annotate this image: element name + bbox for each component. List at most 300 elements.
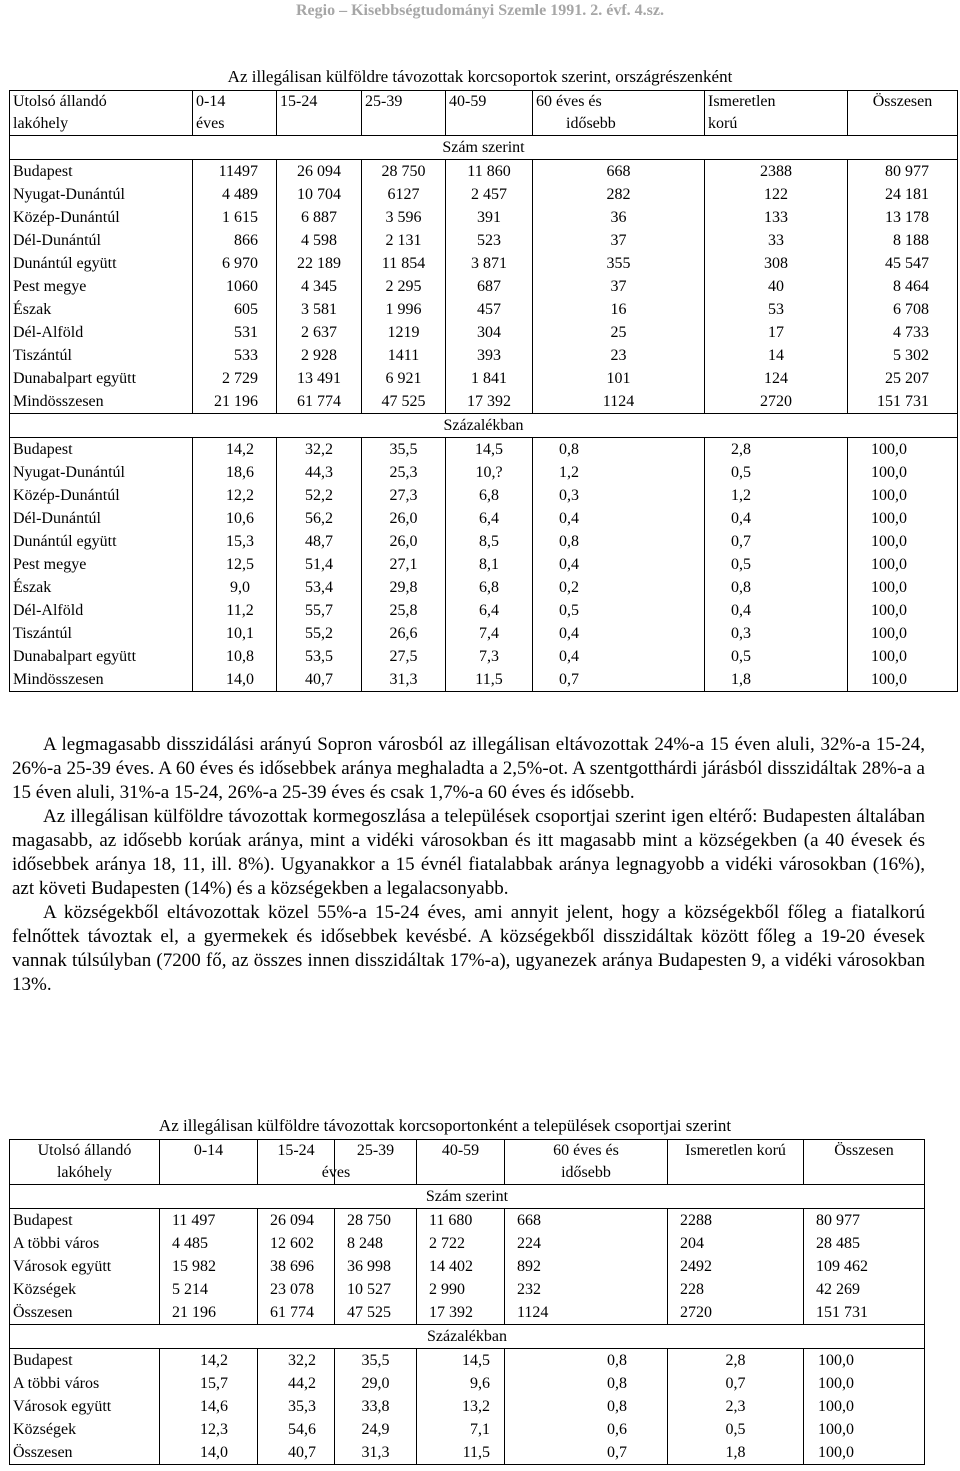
table-cell: 100,0: [804, 1349, 925, 1373]
table-cell: 0,4: [705, 599, 848, 622]
t2-header-unknown-age: Ismeretlen korú: [668, 1140, 804, 1185]
table1-pct-body: [10, 438, 958, 692]
table-cell: 13,2: [417, 1395, 505, 1418]
table-cell: 687: [446, 275, 533, 298]
table-cell: 2388: [705, 160, 848, 184]
table-cell: 2492: [668, 1255, 804, 1278]
table-cell: 0,8: [533, 530, 705, 553]
table-cell: 7,3: [446, 645, 533, 668]
table-cell: 2 457: [446, 183, 533, 206]
table-cell: 11,5: [446, 668, 533, 692]
header-60-plus: [533, 91, 705, 136]
table-cell: 51,4: [277, 553, 362, 576]
table-cell: 14: [705, 344, 848, 367]
row-label: Dunántúl együtt: [10, 530, 193, 553]
paragraph-3: A községekből eltávozottak közel 55%-a 15-24 éves, ami annyit jelent, hogy a községekből főleg a fiatalkorú felnőttek távoztak el, a gyermekek és idősebbek kevésbé. A községekből disszidáltak között főleg a 19-20 évesek vannak túlsúlyban (7200 fő, az összes innen disszidáltak 17%-a), ugyanezek aránya Budapesten 9, a vidéki városokban 13%.: [12, 902, 925, 995]
header-unknown-1: Ismeretlen: [708, 93, 776, 110]
table-cell: 100,0: [804, 1372, 925, 1395]
table-row: [10, 438, 958, 462]
header-25-39: 25-39: [362, 91, 446, 136]
table-cell: 25 207: [848, 367, 958, 390]
table-row: [10, 1395, 925, 1418]
table-cell: 4 733: [848, 321, 958, 344]
table-cell: 1060: [193, 275, 277, 298]
table-cell: 8 248: [335, 1232, 417, 1255]
table-cell: 45 547: [848, 252, 958, 275]
table-row: [10, 461, 958, 484]
table-cell: 14,2: [160, 1349, 258, 1373]
table-cell: 12,2: [193, 484, 277, 507]
table-row: [10, 1232, 925, 1255]
table-cell: 304: [446, 321, 533, 344]
table-cell: 11,5: [417, 1441, 505, 1465]
table-cell: 54,6: [258, 1418, 335, 1441]
table-cell: 15,3: [193, 530, 277, 553]
table-cell: 26,0: [362, 507, 446, 530]
table-cell: 6,8: [446, 576, 533, 599]
table-cell: 0,3: [533, 484, 705, 507]
header-0-14-2: éves: [196, 115, 225, 132]
table-cell: 5 302: [848, 344, 958, 367]
table-cell: 0,5: [533, 599, 705, 622]
table-cell: 17 392: [446, 390, 533, 414]
header-60-plus-1: 60 éves és: [536, 93, 602, 110]
table-cell: 2 637: [277, 321, 362, 344]
table-cell: 11 860: [446, 160, 533, 184]
t2-header-place-1: Utolsó állandó: [37, 1142, 132, 1159]
table-cell: 2,3: [668, 1395, 804, 1418]
table-cell: 33: [705, 229, 848, 252]
table-cell: 26 094: [277, 160, 362, 184]
table-cell: 21 196: [160, 1301, 258, 1325]
table-row: [10, 367, 958, 390]
table-cell: 8 188: [848, 229, 958, 252]
header-place: [10, 91, 193, 136]
table2-section-count: Szám szerint: [10, 1185, 925, 1209]
row-label: Városok együtt: [10, 1255, 160, 1278]
row-label: Nyugat-Dunántúl: [10, 183, 193, 206]
table-cell: 6,4: [446, 599, 533, 622]
table-cell: 668: [505, 1209, 668, 1233]
header-place-2: lakóhely: [13, 115, 69, 132]
table-cell: 0,2: [533, 576, 705, 599]
table-cell: 10,8: [193, 645, 277, 668]
table-cell: 0,4: [705, 507, 848, 530]
table-cell: 29,8: [362, 576, 446, 599]
row-label: Dunántúl együtt: [10, 252, 193, 275]
row-label: Összesen: [10, 1441, 160, 1465]
table-cell: 0,8: [505, 1372, 668, 1395]
t2-header-15-24-label: 15-24: [277, 1142, 315, 1159]
table-row: [10, 484, 958, 507]
table-cell: 44,2: [258, 1372, 335, 1395]
table-row: [10, 576, 958, 599]
row-label: Dél-Alföld: [10, 321, 193, 344]
table-cell: 6127: [362, 183, 446, 206]
table-cell: 533: [193, 344, 277, 367]
table-cell: 40,7: [277, 668, 362, 692]
table1-section-count: Szám szerint: [10, 136, 958, 160]
table-row: [10, 530, 958, 553]
t2-header-15-24: [258, 1140, 351, 1185]
t2-header-total: Összesen: [804, 1140, 925, 1185]
table-cell: 1 996: [362, 298, 446, 321]
table-cell: 100,0: [848, 461, 958, 484]
table-cell: 12,3: [160, 1418, 258, 1441]
table-cell: 308: [705, 252, 848, 275]
table-row: [10, 668, 958, 692]
table-cell: 80 977: [804, 1209, 925, 1233]
table-cell: 6 921: [362, 367, 446, 390]
table-cell: 11 497: [160, 1209, 258, 1233]
table-cell: 0,5: [668, 1418, 804, 1441]
table-cell: 56,2: [277, 507, 362, 530]
table-cell: 28 750: [335, 1209, 417, 1233]
table-cell: 25,3: [362, 461, 446, 484]
table-cell: 2,8: [705, 438, 848, 462]
table-cell: 37: [533, 275, 705, 298]
table-cell: 55,7: [277, 599, 362, 622]
t2-header-place-2: lakóhely: [56, 1164, 113, 1181]
table-cell: 26,6: [362, 622, 446, 645]
table-cell: 47 525: [362, 390, 446, 414]
table-cell: 4 489: [193, 183, 277, 206]
table-row: [10, 1255, 925, 1278]
table-cell: 100,0: [848, 507, 958, 530]
table-row: [10, 275, 958, 298]
table-cell: 15,7: [160, 1372, 258, 1395]
table-row: [10, 645, 958, 668]
table-cell: 6 970: [193, 252, 277, 275]
table-cell: 100,0: [804, 1441, 925, 1465]
table-cell: 100,0: [848, 530, 958, 553]
table-cell: 100,0: [848, 622, 958, 645]
table-cell: 27,3: [362, 484, 446, 507]
table-cell: 25: [533, 321, 705, 344]
header-0-14-1: 0-14: [196, 93, 226, 110]
row-label: Városok együtt: [10, 1395, 160, 1418]
t2-header-place: [10, 1140, 160, 1185]
table1-header-row: [10, 91, 958, 136]
table-cell: 11,2: [193, 599, 277, 622]
header-total: Összesen: [848, 91, 958, 136]
table-cell: 2,8: [668, 1349, 804, 1373]
table-cell: 2 990: [417, 1278, 505, 1301]
table-cell: 15 982: [160, 1255, 258, 1278]
table-cell: 133: [705, 206, 848, 229]
table-cell: 100,0: [848, 599, 958, 622]
row-label: Községek: [10, 1418, 160, 1441]
table-cell: 1 841: [446, 367, 533, 390]
table-cell: 47 525: [335, 1301, 417, 1325]
table-cell: 3 596: [362, 206, 446, 229]
table-cell: 1 615: [193, 206, 277, 229]
table-cell: 2 722: [417, 1232, 505, 1255]
table-cell: 31,3: [335, 1441, 417, 1465]
header-unknown-2: korú: [708, 115, 738, 132]
table-cell: 48,7: [277, 530, 362, 553]
t2-header-60-plus-1: 60 éves és: [553, 1142, 619, 1159]
table-cell: 2 928: [277, 344, 362, 367]
table-cell: 61 774: [258, 1301, 335, 1325]
table-cell: 33,8: [335, 1395, 417, 1418]
row-label: A többi város: [10, 1232, 160, 1255]
table-cell: 100,0: [804, 1395, 925, 1418]
table-cell: 866: [193, 229, 277, 252]
table-cell: 0,7: [505, 1441, 668, 1465]
table-cell: 37: [533, 229, 705, 252]
table-cell: 2 295: [362, 275, 446, 298]
row-label: Budapest: [10, 160, 193, 184]
table-row: [10, 252, 958, 275]
table-cell: 38 696: [258, 1255, 335, 1278]
table-row: [10, 183, 958, 206]
table-cell: 40: [705, 275, 848, 298]
t2-header-40-59: 40-59: [417, 1140, 505, 1185]
table-cell: 668: [533, 160, 705, 184]
row-label: Észak: [10, 298, 193, 321]
table-cell: 4 485: [160, 1232, 258, 1255]
table-cell: 0,5: [705, 553, 848, 576]
table-cell: 3 871: [446, 252, 533, 275]
table2-count-body: [10, 1209, 925, 1325]
table-cell: 4 598: [277, 229, 362, 252]
header-15-24: 15-24: [277, 91, 362, 136]
table-cell: 23: [533, 344, 705, 367]
table-cell: 0,4: [533, 645, 705, 668]
row-label: Dél-Alföld: [10, 599, 193, 622]
table-row: [10, 1209, 925, 1233]
table-cell: 10,?: [446, 461, 533, 484]
table-row: [10, 1349, 925, 1373]
table-row: [10, 1278, 925, 1301]
row-label: Budapest: [10, 438, 193, 462]
table-cell: 10,6: [193, 507, 277, 530]
paragraph-1: A legmagasabb disszidálási arányú Sopron városból az illegálisan eltávozottak 24%-a 15 éven aluli, 32%-a 15-24, 26%-a 25-39 éves. A 60 éves és idősebbek aránya meghaladta a 2,5%-ot. A szentgotthárdi járásból disszidáltak 28%-a a 15 éven aluli, 31%-a 15-24, 26%-a 25-39 éves és csak 1,7%-a 60 éves és idősebb.: [12, 734, 925, 803]
table-cell: 21 196: [193, 390, 277, 414]
table-cell: 13 178: [848, 206, 958, 229]
table-cell: 14,5: [417, 1349, 505, 1373]
table-cell: 14,5: [446, 438, 533, 462]
table-cell: 355: [533, 252, 705, 275]
table-cell: 0,7: [705, 530, 848, 553]
table-cell: 2720: [668, 1301, 804, 1325]
table-cell: 53,4: [277, 576, 362, 599]
table-cell: 26 094: [258, 1209, 335, 1233]
row-label: Közép-Dunántúl: [10, 484, 193, 507]
table-cell: 7,4: [446, 622, 533, 645]
table-cell: 8,1: [446, 553, 533, 576]
table1-section-pct: Százalékban: [10, 414, 958, 438]
row-label: Tiszántúl: [10, 344, 193, 367]
table-cell: 124: [705, 367, 848, 390]
table-cell: 24,9: [335, 1418, 417, 1441]
table-cell: 5 214: [160, 1278, 258, 1301]
table-cell: 0,8: [505, 1395, 668, 1418]
table-cell: 53: [705, 298, 848, 321]
row-label: Községek: [10, 1278, 160, 1301]
row-label: Mindösszesen: [10, 390, 193, 414]
table-row: [10, 321, 958, 344]
table-cell: 6,4: [446, 507, 533, 530]
table-cell: 100,0: [848, 668, 958, 692]
table-row: [10, 553, 958, 576]
table1-count-body: [10, 160, 958, 414]
t2-header-60-plus: [505, 1140, 668, 1185]
row-label: Tiszántúl: [10, 622, 193, 645]
table2: [9, 1139, 925, 1465]
table-cell: 22 189: [277, 252, 362, 275]
table-cell: 12 602: [258, 1232, 335, 1255]
table-cell: 2 729: [193, 367, 277, 390]
table-cell: 52,2: [277, 484, 362, 507]
table-cell: 100,0: [848, 645, 958, 668]
table-cell: 0,6: [505, 1418, 668, 1441]
row-label: Dél-Dunántúl: [10, 507, 193, 530]
table-cell: 14,6: [160, 1395, 258, 1418]
table-cell: 1,8: [705, 668, 848, 692]
table-cell: 8,5: [446, 530, 533, 553]
table-cell: 42 269: [804, 1278, 925, 1301]
table-cell: 100,0: [848, 438, 958, 462]
row-label: Közép-Dunántúl: [10, 206, 193, 229]
table-cell: 35,3: [258, 1395, 335, 1418]
table-cell: 0,7: [533, 668, 705, 692]
table-cell: 393: [446, 344, 533, 367]
body-text: [12, 733, 925, 997]
table-cell: 23 078: [258, 1278, 335, 1301]
header-0-14: [193, 91, 277, 136]
table-row: [10, 507, 958, 530]
row-label: Dunabalpart együtt: [10, 367, 193, 390]
table-row: [10, 206, 958, 229]
table-cell: 18,6: [193, 461, 277, 484]
t2-header-60-plus-2: idősebb: [561, 1164, 611, 1181]
table-cell: 0,5: [705, 461, 848, 484]
table-cell: 122: [705, 183, 848, 206]
table-row: [10, 344, 958, 367]
table-cell: 0,8: [705, 576, 848, 599]
table-cell: 36: [533, 206, 705, 229]
table-cell: 32,2: [277, 438, 362, 462]
table-cell: 892: [505, 1255, 668, 1278]
table-cell: 13 491: [277, 367, 362, 390]
table-cell: 100,0: [848, 484, 958, 507]
table-cell: 100,0: [848, 576, 958, 599]
table-row: [10, 1441, 925, 1465]
table-cell: 44,3: [277, 461, 362, 484]
table-cell: 9,6: [417, 1372, 505, 1395]
table-cell: 282: [533, 183, 705, 206]
table-cell: 531: [193, 321, 277, 344]
table-cell: 457: [446, 298, 533, 321]
table-cell: 0,8: [533, 438, 705, 462]
table-cell: 0,4: [533, 507, 705, 530]
table-cell: 605: [193, 298, 277, 321]
table-cell: 26,0: [362, 530, 446, 553]
table-cell: 9,0: [193, 576, 277, 599]
table-cell: 1,8: [668, 1441, 804, 1465]
table-cell: 204: [668, 1232, 804, 1255]
header-unknown-age: [705, 91, 848, 136]
table1: [9, 90, 958, 692]
row-label: Budapest: [10, 1209, 160, 1233]
table-cell: 1,2: [533, 461, 705, 484]
table-row: [10, 1301, 925, 1325]
table-cell: 36 998: [335, 1255, 417, 1278]
table-cell: 0,7: [668, 1372, 804, 1395]
t2-header-0-14: 0-14: [160, 1140, 258, 1185]
table2-section-pct: Százalékban: [10, 1325, 925, 1349]
table-cell: 391: [446, 206, 533, 229]
header-60-plus-2: idősebb: [566, 115, 616, 132]
table-cell: 1411: [362, 344, 446, 367]
table-cell: 12,5: [193, 553, 277, 576]
table-cell: 61 774: [277, 390, 362, 414]
table-cell: 1219: [362, 321, 446, 344]
table-cell: 14,0: [160, 1441, 258, 1465]
table-cell: 35,5: [335, 1349, 417, 1373]
table-row: [10, 229, 958, 252]
t2-header-eves: éves: [321, 1164, 351, 1181]
table-row: [10, 160, 958, 184]
table-row: [10, 298, 958, 321]
table-cell: 27,5: [362, 645, 446, 668]
table-cell: 29,0: [335, 1372, 417, 1395]
table-cell: 0,3: [705, 622, 848, 645]
table1-caption: Az illegálisan külföldre távozottak korcsoportok szerint, országrészenként: [227, 67, 733, 86]
table-row: [10, 1418, 925, 1441]
row-label: Nyugat-Dunántúl: [10, 461, 193, 484]
table-cell: 28 485: [804, 1232, 925, 1255]
row-label: Pest megye: [10, 553, 193, 576]
table2-pct-body: [10, 1349, 925, 1465]
table-cell: 0,8: [505, 1349, 668, 1373]
table-cell: 1124: [505, 1301, 668, 1325]
table-cell: 11 854: [362, 252, 446, 275]
row-label: Dél-Dunántúl: [10, 229, 193, 252]
table-cell: 16: [533, 298, 705, 321]
row-label: Dunabalpart együtt: [10, 645, 193, 668]
table-cell: 17 392: [417, 1301, 505, 1325]
table-cell: 6 887: [277, 206, 362, 229]
table-cell: 25,8: [362, 599, 446, 622]
table-cell: 55,2: [277, 622, 362, 645]
paragraph-2: Az illegálisan külföldre távozottak kormegoszlása a települések csoportjai szerint igen eltérő: Budapesten általában magasabb, az idősebb korúak aránya, mint a vidéki városokban és itt magasabb mint a községekben (a 40 évesek és idősebbek aránya 18, 11, ill. 8%). Ugyanakkor a 15 évnél fiatalabbak aránya legnagyobb a vidéki városokban (16%), azt követi Budapesten (14%) és a községekben a legalacsonyabb.: [12, 806, 925, 899]
table-cell: 1124: [533, 390, 705, 414]
table-cell: 151 731: [848, 390, 958, 414]
row-label: Pest megye: [10, 275, 193, 298]
row-label: Összesen: [10, 1301, 160, 1325]
table-cell: 14,2: [193, 438, 277, 462]
table-cell: 3 581: [277, 298, 362, 321]
table-cell: 109 462: [804, 1255, 925, 1278]
table-cell: 228: [668, 1278, 804, 1301]
table2-caption: Az illegálisan külföldre távozottak korcsoportonként a települések csoportjai szerint: [158, 1116, 732, 1135]
header-place-1: Utolsó állandó: [13, 93, 107, 110]
table-cell: 523: [446, 229, 533, 252]
table-row: [10, 622, 958, 645]
table-cell: 2720: [705, 390, 848, 414]
table-cell: 151 731: [804, 1301, 925, 1325]
table-cell: 14 402: [417, 1255, 505, 1278]
table-cell: 0,4: [533, 622, 705, 645]
table-cell: 31,3: [362, 668, 446, 692]
table-cell: 6,8: [446, 484, 533, 507]
table-cell: 7,1: [417, 1418, 505, 1441]
table-cell: 1,2: [705, 484, 848, 507]
header-40-59: 40-59: [446, 91, 533, 136]
